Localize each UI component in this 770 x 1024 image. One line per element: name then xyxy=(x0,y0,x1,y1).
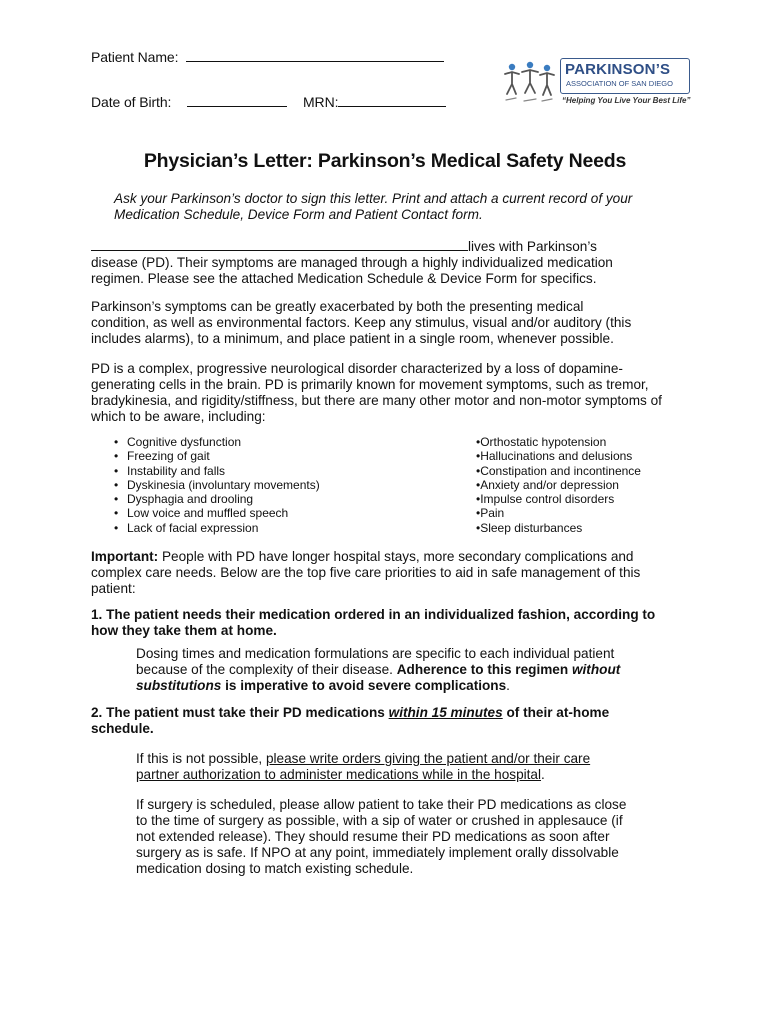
priority1-body-line-2a: because of the complexity of their disease. xyxy=(136,662,397,677)
patient-name-blank[interactable] xyxy=(186,47,444,62)
people-figures-icon xyxy=(500,60,560,106)
para3-line-1: PD is a complex, progressive neurological disorder characterized by a loss of dopamine- xyxy=(91,361,623,376)
priority1-body-line-3a: substitutions xyxy=(136,678,222,693)
para2-line-2: condition, as well as environmental factors. Keep any stimulus, visual and/or auditory (this xyxy=(91,315,632,330)
list-item: • Cognitive dysfunction xyxy=(114,435,320,449)
dob-field xyxy=(91,92,287,110)
list-item: • Constipation and incontinence xyxy=(476,464,641,478)
priority1-body-line-2c: without xyxy=(571,662,621,677)
mrn-label: MRN: xyxy=(303,94,339,110)
priority-1-heading xyxy=(91,607,655,639)
list-item: • Dyskinesia (involuntary movements) xyxy=(114,478,320,492)
patient-name-label: Patient Name: xyxy=(91,49,179,65)
important-line-2: complex care needs. Below are the top five care priorities to aid in safe management of this xyxy=(91,565,641,580)
logo-tagline: “Helping You Live Your Best Life” xyxy=(562,96,691,105)
intro-line-1: Ask your Parkinson’s doctor to sign this letter. Print and attach a current record of your xyxy=(114,191,633,206)
dob-label: Date of Birth: xyxy=(91,94,172,110)
list-item: • Orthostatic hypotension xyxy=(476,435,641,449)
priority-2-heading xyxy=(91,705,609,737)
intro-line-2: Medication Schedule, Device Form and Patient Contact form. xyxy=(114,207,483,222)
priority2-body1-line-2: partner authorization to administer medications while in the hospital xyxy=(136,767,542,782)
logo-wordmark-box xyxy=(560,58,690,94)
priority1-body-line-2b: Adherence to this regimen xyxy=(396,662,572,677)
priority2-line-2: schedule. xyxy=(91,721,154,736)
priority2-body1-line-1a: If this is not possible, xyxy=(136,751,266,766)
list-item: • Low voice and muffled speech xyxy=(114,506,320,520)
list-item: • Lack of facial expression xyxy=(114,521,320,535)
list-item: • Pain xyxy=(476,506,641,520)
dob-blank[interactable] xyxy=(187,92,287,107)
symptoms-list-left xyxy=(114,435,320,535)
priority2-line-1c: of their at-home xyxy=(502,705,610,720)
letter-title: Physician’s Letter: Parkinson’s Medical Safety Needs xyxy=(143,150,627,172)
paragraph-pd-description xyxy=(91,361,662,425)
important-line-3: patient: xyxy=(91,581,136,596)
priority2-body2-line-1: If surgery is scheduled, please allow patient to take their PD medications as close xyxy=(136,797,627,812)
intro-instructions xyxy=(114,191,632,223)
priority1-line-1: 1. The patient needs their medication ordered in an individualized fashion, according to xyxy=(91,607,656,622)
symptoms-list-right xyxy=(476,435,641,535)
priority1-body-line-3c: . xyxy=(506,678,510,693)
para1-line-1: lives with Parkinson’s xyxy=(468,239,597,254)
priority-2-body-surgery xyxy=(136,797,626,877)
parkinsons-association-logo xyxy=(500,58,695,110)
list-item: • Sleep disturbances xyxy=(476,521,641,535)
priority-1-body xyxy=(136,646,620,694)
list-item: • Freezing of gait xyxy=(114,449,320,463)
para2-line-1: Parkinson’s symptoms can be greatly exacerbated by both the presenting medical xyxy=(91,299,584,314)
important-line-1: People with PD have longer hospital stays, more secondary complications and xyxy=(158,549,634,564)
priority2-body2-line-5: medication dosing to match existing schedule. xyxy=(136,861,414,876)
priority2-body2-line-3: not extended release). They should resume their PD medications as soon after xyxy=(136,829,610,844)
priority1-body-line-1: Dosing times and medication formulations are specific to each individual patient xyxy=(136,646,615,661)
para3-line-3: bradykinesia, and rigidity/stiffness, but there are many other motor and non-motor symptoms of xyxy=(91,393,662,408)
important-label: Important: xyxy=(91,549,159,564)
list-item: • Hallucinations and delusions xyxy=(476,449,641,463)
paragraph-environment xyxy=(91,299,631,347)
para3-line-4: which to be aware, including: xyxy=(91,409,266,424)
priority1-body-line-3b: is imperative to avoid severe complications xyxy=(221,678,507,693)
priority2-line-1a: 2. The patient must take their PD medications xyxy=(91,705,389,720)
paragraph-patient-regimen xyxy=(91,237,613,287)
list-item: • Instability and falls xyxy=(114,464,320,478)
list-item: • Dysphagia and drooling xyxy=(114,492,320,506)
priority2-body2-line-4: surgery as is safe. If NPO at any point, immediately implement orally dissolvable xyxy=(136,845,619,860)
logo-name: PARKINSON’S xyxy=(565,61,671,78)
priority1-line-2: how they take them at home. xyxy=(91,623,277,638)
priority-2-body-orders xyxy=(136,751,590,783)
patient-name-inline-blank[interactable] xyxy=(91,237,468,251)
para1-line-2: disease (PD). Their symptoms are managed through a highly individualized medication xyxy=(91,255,613,270)
list-item: • Anxiety and/or depression xyxy=(476,478,641,492)
logo-subtitle: ASSOCIATION OF SAN DIEGO xyxy=(566,79,673,88)
list-item: • Impulse control disorders xyxy=(476,492,641,506)
priority2-line-1b: within 15 minutes xyxy=(388,705,503,720)
patient-name-field xyxy=(91,47,444,65)
para2-line-3: includes alarms), to a minimum, and place patient in a single room, whenever possible. xyxy=(91,331,614,346)
priority2-body2-line-2: to the time of surgery as possible, with a sip of water or crushed in applesauce (if xyxy=(136,813,623,828)
paragraph-important xyxy=(91,549,640,597)
para3-line-2: generating cells in the brain. PD is primarily known for movement symptoms, such as tremor, xyxy=(91,377,649,392)
priority2-body1-line-2c: . xyxy=(541,767,545,782)
mrn-blank[interactable] xyxy=(338,92,446,107)
para1-line-3: regimen. Please see the attached Medication Schedule & Device Form for specifics. xyxy=(91,271,597,286)
priority2-body1-line-1b: please write orders giving the patient and/or their care xyxy=(265,751,591,766)
mrn-field xyxy=(303,92,446,110)
